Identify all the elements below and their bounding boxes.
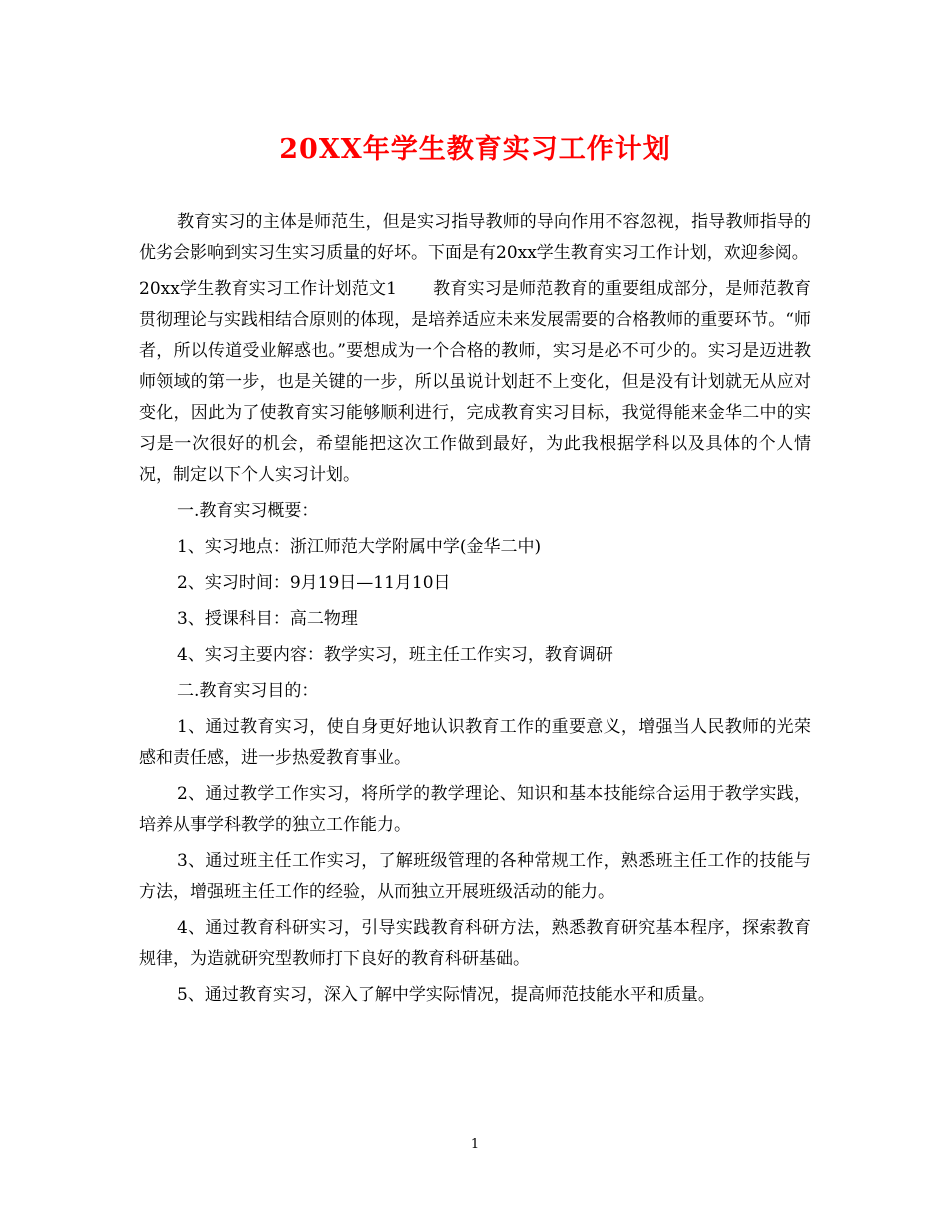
intro-paragraph: 教育实习的主体是师范生，但是实习指导教师的导向作用不容忽视，指导教师指导的优劣会影响到实习生实习质量的好坏。下面是有20xx学生教育实习工作计划，欢迎参阅。	[139, 212, 811, 263]
goal-item: 2、通过教学工作实习，将所学的教学理论、知识和基本技能综合运用于教学实践，培养从事学科教学的独立工作能力。	[139, 784, 811, 835]
overview-item: 3、授课科目：高二物理	[177, 609, 358, 629]
page-number: 1	[470, 1137, 480, 1152]
document-body	[139, 207, 811, 1016]
goal-item: 4、通过教育科研实习，引导实践教育科研方法，熟悉教育研究基本程序，探索教育规律，为造就研究型教师打下良好的教育科研基础。	[139, 918, 811, 969]
goal-item: 1、通过教育实习，使自身更好地认识教育工作的重要意义，增强当人民教师的光荣感和责任感，进一步热爱教育事业。	[139, 717, 811, 768]
sample-paragraph	[139, 274, 811, 491]
goal-item: 3、通过班主任工作实习，了解班级管理的各种常规工作，熟悉班主任工作的技能与方法，增强班主任工作的经验，从而独立开展班级活动的能力。	[139, 851, 811, 902]
document-title: 20XX年学生教育实习工作计划	[279, 134, 671, 165]
sample-body: 教育实习是师范教育的重要组成部分，是师范教育贯彻理论与实践相结合原则的体现，是培养适应未来发展需要的合格教师的重要环节。“师者，所以传道受业解惑也。”要想成为一个合格的教师，实习是必不可少的。实习是迈进教师领域的第一步，也是关键的一步，所以虽说计划赶不上变化，但是没有计划就无从应对变化，因此为了使教育实习能够顺利进行，完成教育实习目标，我觉得能来金华二中的实习是一次很好的机会，希望能把这次工作做到最好，为此我根据学科以及具体的个人情况，制定以下个人实习计划。	[139, 279, 812, 485]
section2-heading: 二.教育实习目的：	[177, 681, 319, 701]
overview-item: 2、实习时间：9月19日—11月10日	[177, 573, 451, 593]
goal-item: 5、通过教育实习，深入了解中学实际情况，提高师范技能水平和质量。	[177, 985, 715, 1005]
sample-heading: 20xx学生教育实习工作计划范文1	[139, 279, 397, 299]
section1-heading: 一.教育实习概要：	[177, 501, 319, 521]
overview-item: 4、实习主要内容：教学实习，班主任工作实习，教育调研	[177, 645, 613, 665]
overview-item: 1、实习地点：浙江师范大学附属中学(金华二中)	[177, 537, 542, 557]
